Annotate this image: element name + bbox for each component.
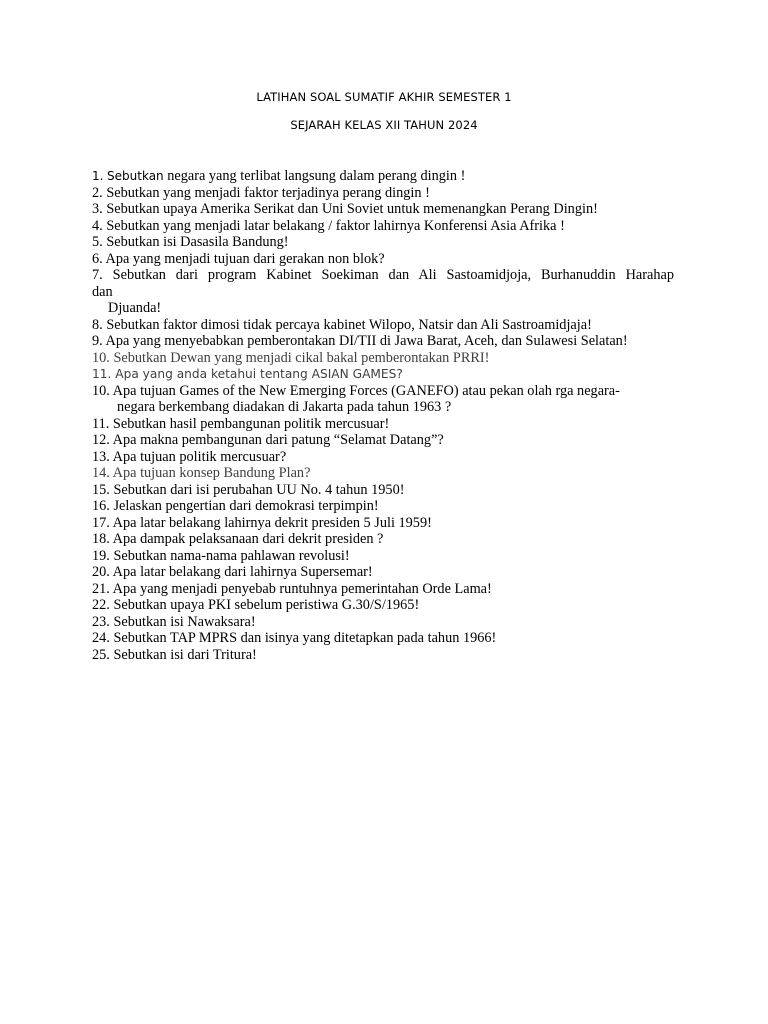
question-number: 22. [92, 597, 110, 613]
question-number: 4. [92, 217, 103, 234]
question-item [92, 498, 674, 515]
document-subtitle: SEJARAH KELAS XII TAHUN 2024 [290, 118, 478, 132]
question-text: Sebutkan isi dari Tritura! [113, 646, 257, 663]
question-text: Sebutkan Dewan yang menjadi cikal bakal pemberontakan PRRI! [113, 349, 490, 366]
question-item [92, 251, 674, 268]
question-item [92, 564, 674, 581]
question-item [92, 647, 674, 664]
question-item [92, 515, 674, 532]
question-first-line [92, 383, 674, 400]
question-item [92, 383, 674, 416]
question-text: Sebutkan isi Nawaksara! [113, 613, 256, 630]
question-item [92, 366, 674, 383]
question-item [92, 581, 674, 598]
question-text: Apa makna pembangunan dari patung “Selamat Datang”? [112, 432, 444, 448]
question-text: Apa dampak pelaksanaan dari dekrit presiden ? [112, 531, 384, 547]
question-text: Apa yang menjadi tujuan dari gerakan non blok? [105, 250, 385, 267]
question-text: Sebutkan dari program Kabinet Soekiman dan Ali Sastoamidjoja, Burhanuddin Harahap [112, 267, 674, 283]
question-number: 19. [92, 547, 110, 564]
question-item [92, 597, 674, 614]
question-item [92, 531, 674, 548]
question-lead: Sebutkan [107, 169, 164, 183]
question-first-line [92, 267, 674, 284]
question-text: Sebutkan hasil pembangunan politik mercusuar! [112, 415, 390, 432]
question-text: Sebutkan TAP MPRS dan isinya yang ditetapkan pada tahun 1966! [113, 630, 497, 646]
question-number: 3. [92, 201, 103, 217]
question-number: 7. [92, 267, 103, 283]
question-text: Apa tujuan konsep Bandung Plan? [112, 465, 311, 481]
question-text: Apa latar belakang dari lahirnya Supersemar! [112, 564, 373, 580]
question-text: Sebutkan isi Dasasila Bandung! [106, 234, 289, 250]
question-text: Apa tujuan Games of the New Emerging Forces (GANEFO) atau pekan olah rga negara- [112, 382, 620, 399]
question-item [92, 201, 674, 218]
question-number: 6. [92, 250, 103, 267]
question-item [92, 465, 674, 482]
question-number: 16. [92, 498, 110, 514]
question-number: 25. [92, 646, 110, 663]
question-number: 10. [92, 382, 110, 399]
question-text: Apa yang menyebabkan pemberontakan DI/TII di Jawa Barat, Aceh, dan Sulawesi Selatan! [105, 333, 628, 349]
question-continuation: Djuanda! [108, 300, 162, 316]
question-number: 5. [92, 234, 103, 250]
question-number: 13. [92, 448, 110, 465]
question-text: Sebutkan faktor dimosi tidak percaya kabinet Wilopo, Natsir dan Ali Sastroamidjaja! [106, 316, 592, 333]
question-number: 24. [92, 630, 110, 646]
question-number: 11. [92, 367, 112, 381]
question-text: Apa latar belakang lahirnya dekrit presiden 5 Juli 1959! [112, 514, 432, 531]
question-list [92, 168, 674, 663]
question-number: 14. [92, 465, 110, 481]
question-text: negara yang terlibat langsung dalam perang dingin ! [167, 168, 466, 184]
question-item [92, 168, 674, 185]
question-number: 15. [92, 481, 110, 498]
question-item [92, 218, 674, 235]
question-number: 12. [92, 432, 110, 448]
question-text: Sebutkan dari isi perubahan UU No. 4 tahun 1950! [113, 481, 405, 498]
question-wrap-line: dan [92, 283, 113, 300]
question-item [92, 416, 674, 433]
question-item [92, 185, 674, 202]
question-item [92, 432, 674, 449]
question-number: 23. [92, 613, 110, 630]
question-text: Sebutkan nama-nama pahlawan revolusi! [113, 547, 350, 564]
question-number: 8. [92, 316, 103, 333]
question-continuation: negara berkembang diadakan di Jakarta pada tahun 1963 ? [117, 399, 452, 415]
question-number: 18. [92, 531, 110, 547]
question-number: 20. [92, 564, 110, 580]
question-item [92, 267, 674, 317]
question-text: Jelaskan pengertian dari demokrasi terpimpin! [113, 498, 379, 514]
question-item [92, 482, 674, 499]
question-item [92, 333, 674, 350]
question-text: Sebutkan yang menjadi latar belakang / faktor lahirnya Konferensi Asia Afrika ! [106, 217, 565, 234]
question-text: Apa tujuan politik mercusuar? [112, 448, 287, 465]
document-title: LATIHAN SOAL SUMATIF AKHIR SEMESTER 1 [256, 90, 512, 104]
question-number: 10. [92, 349, 110, 366]
question-item [92, 548, 674, 565]
question-number: 17. [92, 514, 110, 531]
question-item [92, 350, 674, 367]
question-text: Apa yang anda ketahui tentang ASIAN GAMES? [115, 367, 403, 381]
question-number: 1. [92, 169, 104, 183]
question-item [92, 630, 674, 647]
question-number: 2. [92, 184, 103, 201]
question-item [92, 317, 674, 334]
question-text: Sebutkan upaya PKI sebelum peristiwa G.30/S/1965! [113, 597, 420, 613]
question-item [92, 449, 674, 466]
question-number: 21. [92, 580, 110, 597]
question-item [92, 614, 674, 631]
question-text: Sebutkan upaya Amerika Serikat dan Uni Soviet untuk memenangkan Perang Dingin! [106, 201, 598, 217]
question-text: Sebutkan yang menjadi faktor terjadinya perang dingin ! [106, 184, 430, 201]
question-number: 11. [92, 415, 110, 432]
question-item [92, 234, 674, 251]
question-text: Apa yang menjadi penyebab runtuhnya pemerintahan Orde Lama! [112, 580, 492, 597]
question-number: 9. [92, 333, 103, 349]
